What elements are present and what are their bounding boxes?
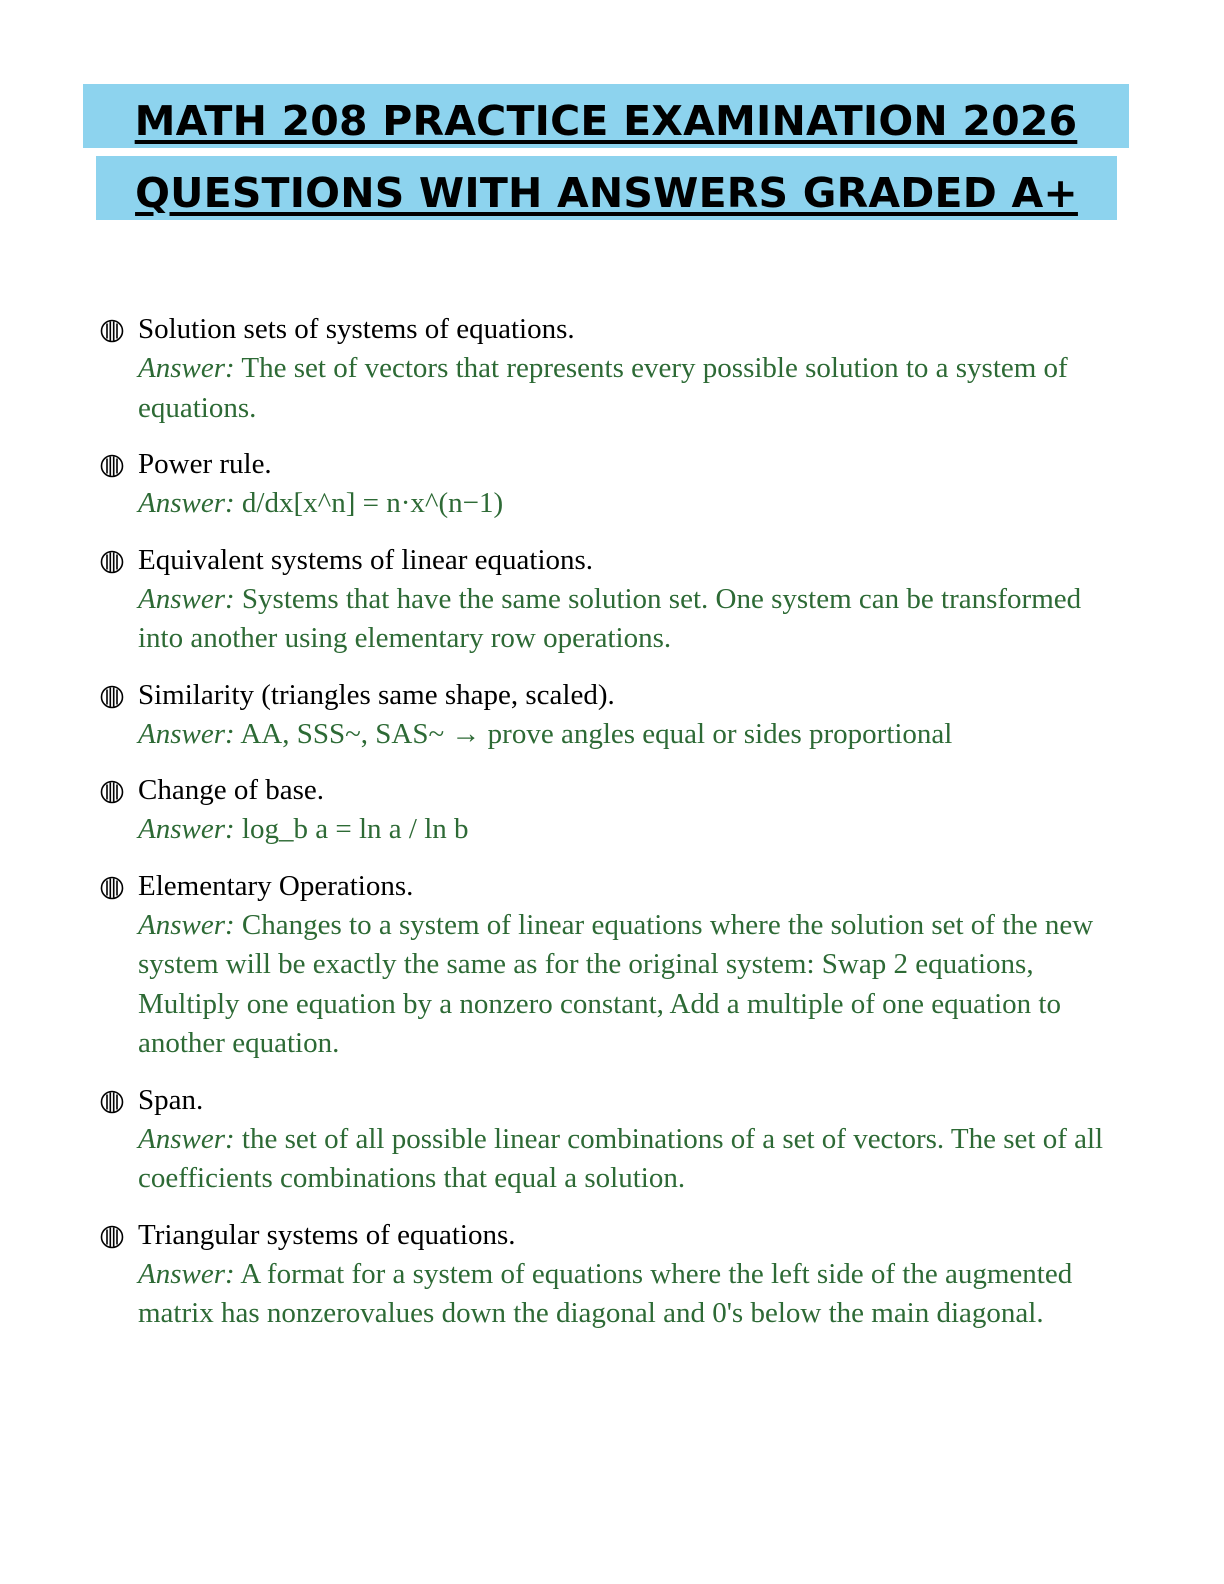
question-text: Change of base. [138, 774, 325, 806]
answer-label: Answer: [138, 487, 235, 519]
question-row [100, 309, 1110, 349]
question-text: Elementary Operations. [138, 869, 414, 902]
question-text: Similarity (triangles same shape, scaled). [138, 678, 615, 711]
circled-vertical-stripes-icon [100, 550, 124, 574]
answer-text: AA, SSS~, SAS~ → prove angles equal or sides proportional [240, 717, 953, 750]
answer-text: log_b a = ln a / ln b [241, 813, 469, 845]
qa-item [100, 540, 1110, 659]
title-line-2 [96, 156, 1117, 220]
circled-vertical-stripes-icon [100, 1225, 124, 1249]
answer-text: A format for a system of equations where the left side of the augmented matrix has nonzerovalues down the diagonal and 0's below the main diagonal. [138, 1257, 1073, 1329]
question-text: Span. [138, 1083, 204, 1116]
question-row [100, 444, 1110, 484]
qa-item [100, 675, 1110, 755]
qa-item [100, 866, 1110, 1064]
circled-vertical-stripes-icon [100, 1090, 124, 1114]
circled-vertical-stripes-icon [100, 780, 124, 804]
title-text-1: MATH 208 PRACTICE EXAMINATION 2026 [134, 97, 1078, 145]
circled-vertical-stripes-icon [100, 319, 124, 343]
qa-item [100, 1215, 1110, 1334]
answer-label: Answer: [138, 1257, 235, 1290]
answer-text: the set of all possible linear combinations of a set of vectors. The set of all coefficients combinations that equal a solution. [138, 1122, 1104, 1194]
answer [138, 580, 1110, 659]
answer-label: Answer: [138, 813, 235, 845]
question-row [100, 1080, 1110, 1120]
question-row [100, 675, 1110, 715]
question-text: Equivalent systems of linear equations. [138, 543, 594, 576]
circled-vertical-stripes-icon [100, 685, 124, 709]
title-line-1 [83, 84, 1129, 148]
qa-item [100, 309, 1110, 428]
circled-vertical-stripes-icon [100, 454, 124, 478]
question-text: Power rule. [138, 448, 272, 480]
question-answer-list [100, 309, 1110, 1350]
circled-vertical-stripes-icon [100, 876, 124, 900]
qa-item [100, 444, 1110, 524]
question-text: Solution sets of systems of equations. [138, 313, 575, 345]
answer-text: d/dx[x^n] = n·x^(n−1) [241, 487, 504, 519]
question-row [100, 770, 1110, 810]
answer [138, 810, 1110, 850]
answer [138, 715, 1110, 755]
answer-label: Answer: [138, 717, 235, 750]
answer-label: Answer: [138, 352, 235, 384]
answer-text: Changes to a system of linear equations where the solution set of the new system will be exactly the same as for the original system: Swap 2 equations, Multiply one equation by a nonzero constant, Add a multiple of one equation to another equation. [138, 908, 1094, 1059]
answer [138, 349, 1110, 428]
title-text-2: QUESTIONS WITH ANSWERS GRADED A+ [135, 169, 1078, 217]
qa-item [100, 770, 1110, 850]
answer [138, 906, 1110, 1064]
question-row [100, 866, 1110, 906]
answer-label: Answer: [138, 908, 235, 941]
qa-item [100, 1080, 1110, 1199]
answer [138, 484, 1110, 524]
question-text: Triangular systems of equations. [138, 1218, 516, 1251]
answer-text: Systems that have the same solution set. One system can be transformed into another using elementary row operations. [138, 582, 1082, 654]
answer-label: Answer: [138, 582, 235, 615]
answer-text: The set of vectors that represents every possible solution to a system of equations. [138, 352, 1068, 424]
answer-label: Answer: [138, 1122, 235, 1155]
answer [138, 1255, 1110, 1334]
question-row [100, 540, 1110, 580]
question-row [100, 1215, 1110, 1255]
answer [138, 1120, 1110, 1199]
